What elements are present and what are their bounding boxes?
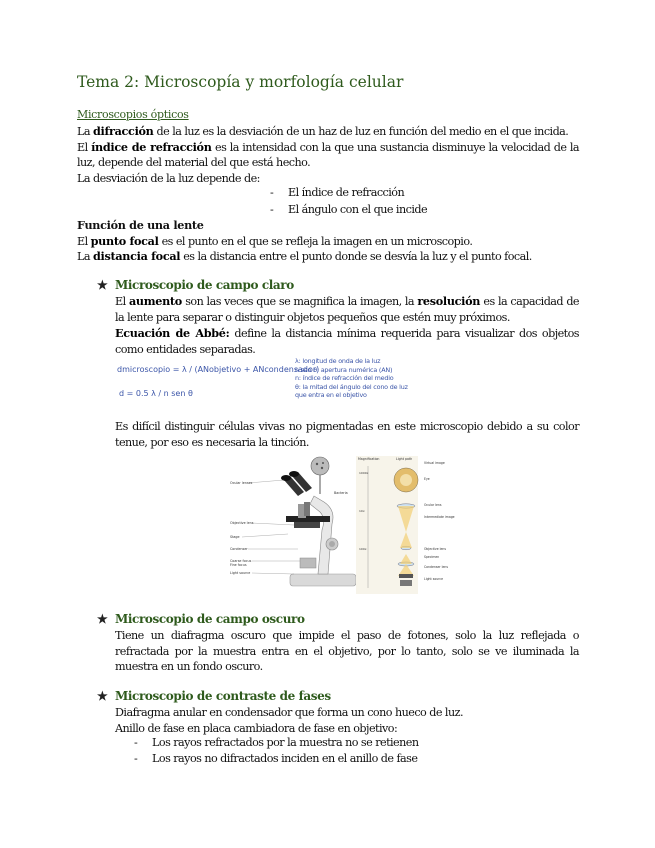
claro-paragraph-1: El aumento son las veces que se magnifica la imagen, la resolución es la capacidad de la lente para separar o distinguir objetos pequeños que estén muy próximos. [115,294,580,324]
distancia-focal-line: La distancia focal es la distancia entre el punto donde se desvía la luz y el punto focal. [77,249,532,263]
light-path-label: Intermediate image [424,515,455,519]
heading-campo-oscuro: ★ Microscopio de campo oscuro [97,612,305,626]
light-path-label: Objective lens [424,547,446,551]
light-path-label: Specimen [424,555,440,559]
page-title: Tema 2: Microscopía y morfología celular [77,73,404,91]
fases-line: Anillo de fase en placa cambiadora de fase en objetivo: [115,721,398,735]
heading-campo-claro: ★ Microscopio de campo claro [97,278,294,292]
microscope-label: Stage [230,535,240,539]
difraccion-line: La difracción de la luz es la desviación de un haz de luz en función del medio en el que incida. [77,124,569,138]
section-subtitle: Microscopios ópticos [77,108,189,121]
light-path-label: Eye [424,477,430,481]
intro-block [77,124,579,186]
punto-focal-line: El punto focal es el punto en el que se refleja la imagen en un microscopio. [77,233,473,248]
microscope-label: Fine focus [230,563,247,567]
lightpath-header: Light path [396,457,413,461]
abbe-formula-1: dmicroscopio = λ / (ANobjetivo + ANcondensador) [117,365,320,374]
fases-line: Diafragma anular en condensador que forma un cono hueco de luz. [115,706,463,719]
desviacion-line: La desviación de la luz depende de: [77,171,260,185]
light-path-diagram [356,456,418,594]
star-icon: ★ [97,278,108,292]
light-path-label: Virtual image [424,461,445,465]
light-path-label: Light source [424,577,443,581]
fases-bullet: - Los rayos refractados por la muestra no se retienen [134,736,419,749]
heading-contraste-fases: ★ Microscopio de contraste de fases [97,689,331,703]
microscope-label: Light source [230,571,251,575]
microscope-label: Ocular lenses [230,481,253,485]
refraccion-line: El índice de refracción es la intensidad con la que una sustancia disminuye la velocidad de la luz, depende del material del que está hecho. [77,139,579,169]
star-icon: ★ [97,689,108,703]
microscope-label: Objective lens [230,521,254,525]
light-path-label: Condenser lens [424,565,448,569]
intro-bullet: - El ángulo con el que incide [270,203,428,216]
microscope-photo [281,457,356,586]
light-path-label: Ocular lens [424,503,442,507]
claro-paragraph-3: Es difícil distinguir células vivas no pigmentadas en este microscopio debido a su color tenue, por eso es necesaria la tinción. [115,420,579,449]
magnification-value: 1000x [359,471,369,475]
light-path-labels [424,461,455,581]
magnification-value: 100x [359,547,367,551]
magnification-value: 10x [359,509,365,513]
oscuro-paragraph: Tiene un diafragma oscuro que impide el paso de fotones, solo la luz reflejada o refractada por la muestra entra en el objetivo, por lo tanto, solo se ve iluminada la muestra en un fondo oscuro. [115,629,579,673]
microscope-label: Bacteria [334,491,348,495]
lente-heading: Función de una lente [77,218,204,232]
star-icon: ★ [97,612,108,626]
microscope-label: Condenser [230,547,248,551]
fases-bullet: - Los rayos no difractados inciden en el anillo de fase [134,752,418,765]
intro-bullet: - El índice de refracción [270,186,405,199]
lente-block [77,218,579,265]
microscope-label: Coarse focus [230,559,252,563]
claro-paragraph-abbe: Ecuación de Abbé: define la distancia mínima requerida para visualizar dos objetos como entidades separadas. [115,326,580,356]
fases-block [115,705,579,736]
abbe-legend: λ: longitud de onda de la luz n sen θ: apertura numérica (AN) n: índice de refracción del medio θ: la mitad del ángulo del cono de luz que entra en el objetivo [295,357,408,400]
microscope-figure [228,454,468,596]
magnification-header: Magnification [358,457,380,461]
abbe-formula-2: d = 0.5 λ / n sen θ [119,389,193,398]
